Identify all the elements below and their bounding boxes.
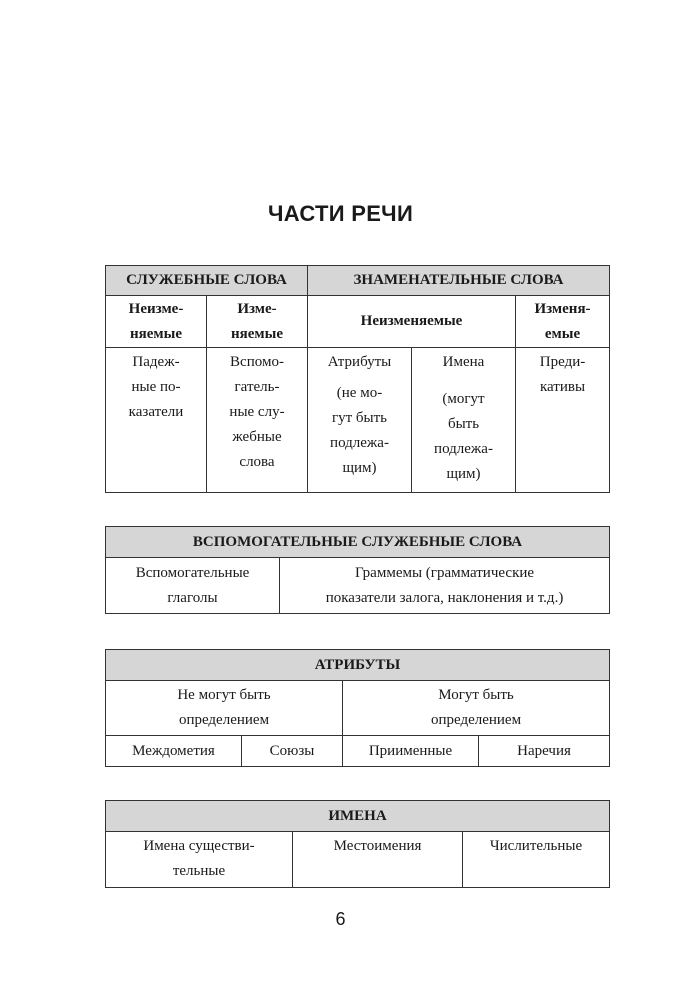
attributive-cell: Могут быть определением	[343, 681, 610, 736]
parts-of-speech-table	[105, 265, 610, 493]
names-table	[105, 800, 610, 888]
nouns-cell: Имена существи- тельные	[106, 832, 293, 888]
attributes-table	[105, 649, 610, 767]
adverbs-cell: Наречия	[479, 736, 610, 767]
not-attributive-cell: Не могут быть определением	[106, 681, 343, 736]
interjections-cell: Междометия	[106, 736, 242, 767]
grammemes-cell: Граммемы (грамматические показатели залога, наклонения и т.д.)	[280, 558, 610, 614]
function-words-header: СЛУЖЕБНЫЕ СЛОВА	[106, 266, 308, 296]
auxiliary-verbs-cell: Вспомогательные глаголы	[106, 558, 280, 614]
conjunctions-cell: Союзы	[242, 736, 343, 767]
page-title: ЧАСТИ РЕЧИ	[267, 201, 414, 226]
attributes-header: АТРИБУТЫ	[106, 650, 610, 681]
auxiliary-words-cell: Вспомо- гатель- ные слу- жебные слова	[207, 348, 308, 493]
significant-words-header: ЗНАМЕНАТЕЛЬНЫЕ СЛОВА	[308, 266, 610, 296]
numerals-cell: Числительные	[463, 832, 610, 888]
auxiliary-words-header: ВСПОМОГАТЕЛЬНЫЕ СЛУЖЕБНЫЕ СЛОВА	[106, 527, 610, 558]
adnominals-cell: Приименные	[343, 736, 479, 767]
case-markers-cell: Падеж- ные по- казатели	[106, 348, 207, 493]
significant-changeable-header: Изменя- емые	[516, 296, 610, 348]
significant-unchangeable-header: Неизменяемые	[308, 296, 516, 348]
names-header: ИМЕНА	[106, 801, 610, 832]
pronouns-cell: Местоимения	[293, 832, 463, 888]
predicatives-cell: Преди- кативы	[516, 348, 610, 493]
function-unchangeable-header: Неизме- няемые	[106, 296, 207, 348]
function-changeable-header: Изме- няемые	[207, 296, 308, 348]
page-number: 6	[335, 909, 346, 929]
auxiliary-words-table	[105, 526, 610, 614]
attributes-cell: Атрибуты (не мо- гут быть подлежа- щим)	[308, 348, 412, 493]
names-cell: Имена (могут быть подлежа- щим)	[412, 348, 516, 493]
